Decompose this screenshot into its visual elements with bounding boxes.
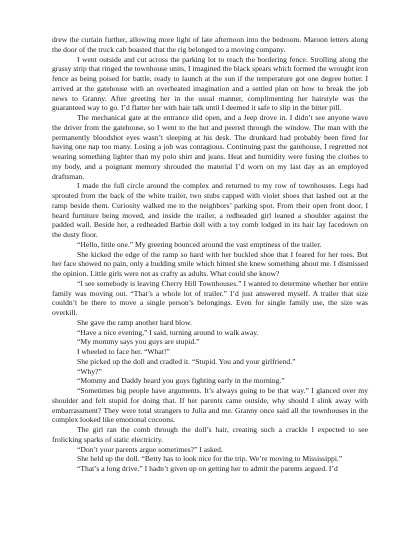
paragraph: I made the full circle around the complex and returned to my row of townhouses. Legs had sprouted from the back of the white trailer, two stubs capped with violet shoes that lashed out at the ramp beside them. Curiosity walked me to the neighbors’ parking spot. From their open front door, I heard furniture being moved, and inside the trailer, a redheaded girl leaned a shoulder against the padded wall. Beside her, a redheaded Barbie doll with a toy comb lodged in its hair lay facedown on the dusty floor.	[52, 181, 368, 239]
paragraph: “That’s a long drive.” I hadn’t given up on getting her to admit the parents argued. I’d	[77, 464, 338, 473]
paragraph: “Hello, little one.” My greeting bounced around the vast emptiness of the trailer.	[77, 239, 322, 249]
paragraph: drew the curtain further, allowing more light of late afternoon into the bedroom. Maroon letters along the door of the truck cab boasted that the rig belonged to a moving company.	[52, 35, 368, 54]
paragraph: “I see somebody is leaving Cherry Hill Townhouses.” I wanted to determine whether her entire family was moving out. “That’s a whole lot of trailer.” I’d just answered myself. A trailer that size couldn’t be there to move a single person’s belongings. Even for single family use, the size was overkill.	[52, 278, 368, 317]
paragraph: I went outside and cut across the parking lot to reach the bordering fence. Strolling along the grassy strip that ringed the townhouse units, I imagined the black spears which formed the wrought iron fence as being poised for battle, ready to launch at the sun if the temperature got one degree hotter. I arrived at the gatehouse with an overheated imagination and a settled plan on how to break the job news to Granny. After greeting her in the usual manner, complimenting her hairstyle was the guaranteed way to go. I’d flatter her with hair talk until I deemed it safe to slip in the bitter pill.	[52, 54, 368, 113]
paragraph: “My mommy says you guys are stupid.”	[77, 337, 200, 347]
paragraph: She held up the doll. “Betty has to look nice for the trip. We’re moving to Mississippi.”	[77, 454, 343, 464]
paragraph: I wheeled to face her. “What!”	[77, 347, 170, 356]
paragraph: “Why?”	[77, 366, 102, 376]
paragraph: “Mommy and Daddy heard you guys fighting early in the morning.”	[77, 376, 285, 386]
paragraph: She kicked the edge of the ramp so hard with her buckled shoe that I feared for her toes. But her face showed no pain, only a budding smile which hinted she knew something about me. I dismissed the opinion. Little girls were not as crafty as adults. What could she know?	[52, 249, 368, 278]
paragraph: The girl ran the comb through the doll’s hair, creating such a crackle I expected to see frolicking sparks of static electricity.	[52, 425, 368, 444]
paragraph: “Sometimes big people have arguments. It’s always going to be that way.” I glanced over my shoulder and felt stupid for doing that. If her parents came outside, why should I slink away with embarrassment? They were total strangers to Julia and me. Granny once said all the townhouses in the complex looked like emotional cocoons.	[52, 386, 368, 425]
paragraph: She gave the ramp another hard blow.	[77, 317, 192, 327]
paragraph: “Have a nice evening,” I said, turning around to walk away.	[77, 327, 259, 337]
paragraph: The mechanical gate at the entrance slid open, and a Jeep drove in. I didn’t see anyone wave the driver from the gatehouse, so I went to the hut and peered through the window. The man with the permanently bloodshot eyes wasn’t sleeping at his desk. The drunkard had probably been fired for having one nap too many. Losing a job was contagious. Continuing past the gatehouse, I regretted not wearing something lighter than my polo shirt and jeans. Heat and humidity were fusing the clothes to my body, and a poignant memory shrouded the material I’d worn on my last day as an employed draftsman.	[52, 113, 368, 181]
paragraph: “Don’t your parents argue sometimes?” I asked.	[77, 444, 223, 454]
paragraph: She picked up the doll and cradled it. “Stupid. You and your girlfriend.”	[77, 356, 296, 366]
